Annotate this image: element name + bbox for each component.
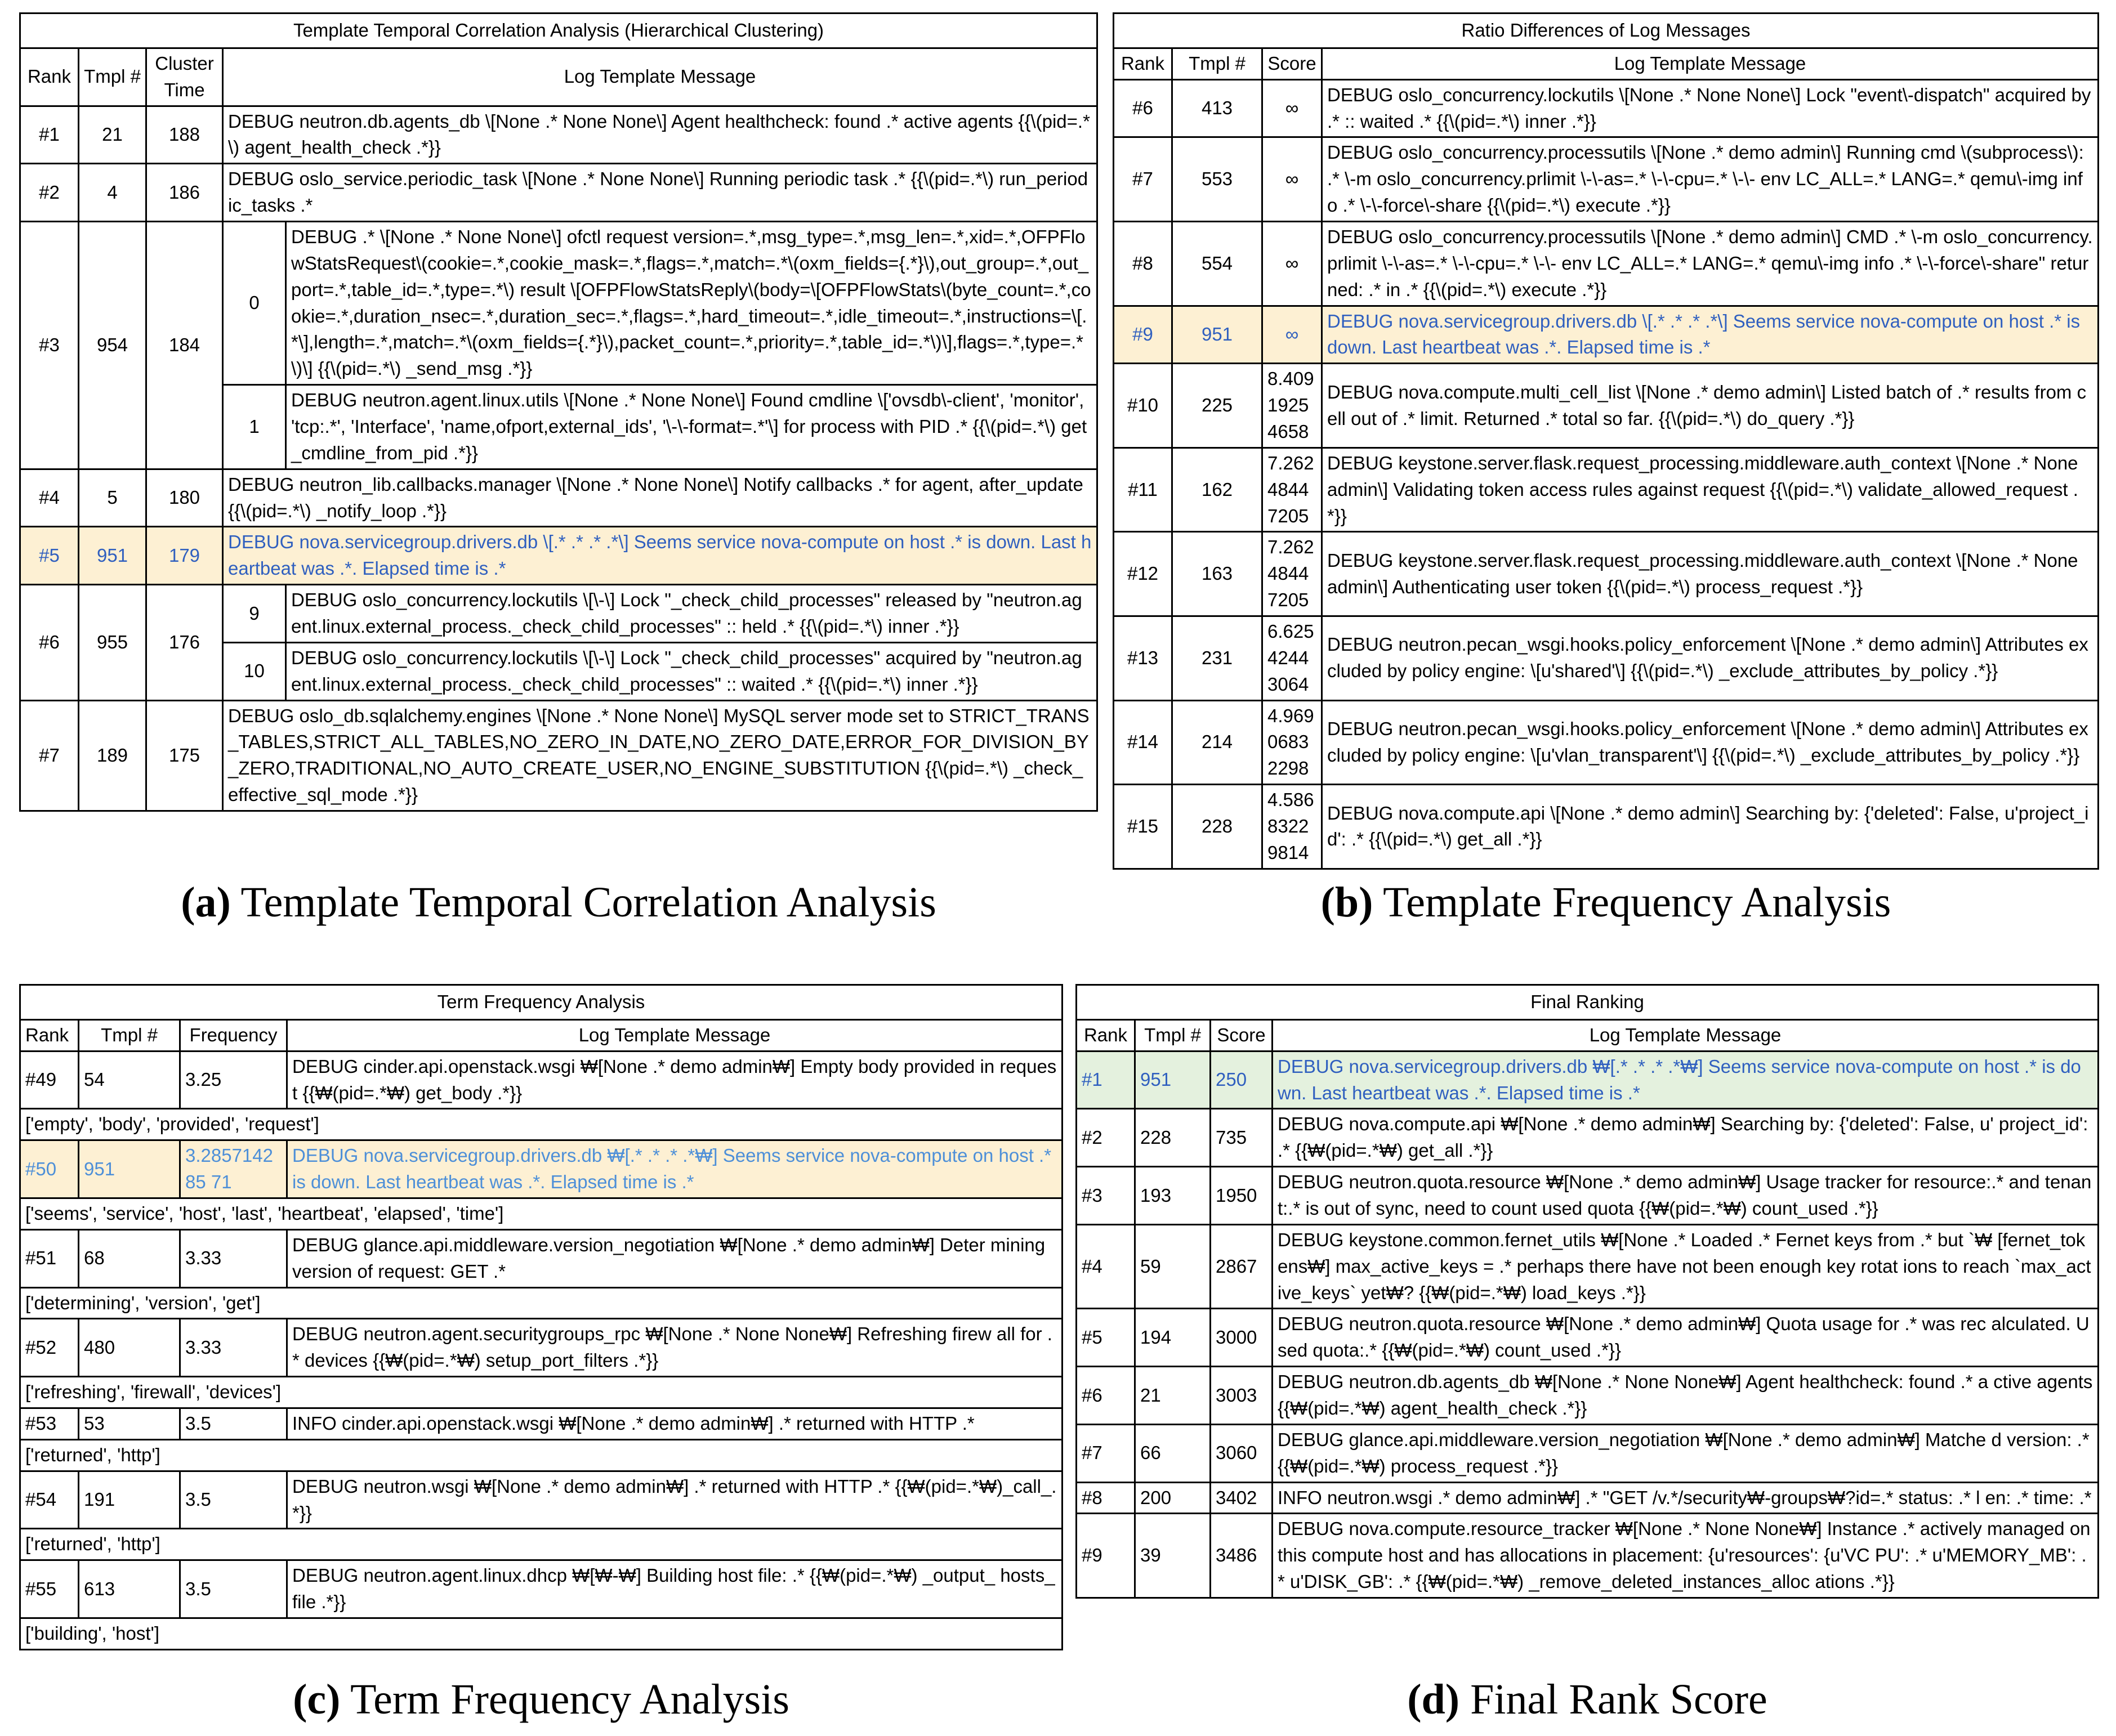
table-row bbox=[20, 1051, 1063, 1109]
rank-cell: #51 bbox=[20, 1229, 79, 1287]
frequency-cell: 3.5 bbox=[180, 1471, 287, 1529]
tmpl-cell: 954 bbox=[79, 222, 146, 469]
message-cell: DEBUG nova.servicegroup.drivers.db ₩[.* .* .* .*₩] Seems service nova-compute on host .* is down. Last heartbeat was .*. Elapsed time is .* bbox=[287, 1140, 1063, 1198]
table-row bbox=[1077, 1167, 2099, 1225]
tmpl-cell: 225 bbox=[1172, 364, 1262, 448]
message-cell: DEBUG oslo_concurrency.lockutils \[\-\] Lock "_check_child_processes" acquired by "neutron.agent.linux.external_process._check_child_processes" :: waited .* {{\(pid=.*\) inner .*}} bbox=[286, 642, 1097, 700]
message-cell: DEBUG neutron.agent.securitygroups_rpc ₩[None .* None None₩] Refreshing firew all for .* devices {{₩(pid=.*₩) setup_port_filters .*}} bbox=[287, 1319, 1063, 1377]
infinity-icon: ∞ bbox=[1262, 306, 1322, 364]
message-cell: DEBUG keystone.server.flask.request_processing.middleware.auth_context \[None .* None admin\] Validating token access rules against request {{\(pid=.*\) validate_allowed_request .*}} bbox=[1322, 448, 2099, 532]
caption-text: Template Frequency Analysis bbox=[1373, 879, 1891, 926]
table-row bbox=[1077, 1482, 2099, 1514]
time-cell: 186 bbox=[146, 164, 223, 222]
rank-cell: #5 bbox=[1077, 1309, 1135, 1367]
table-row bbox=[1114, 532, 2099, 616]
message-cell: DEBUG nova.compute.multi_cell_list \[None .* demo admin\] Listed batch of .* results from cell out of .* limit. Returned .* total so far. {{\(pid=.*\) do_query .*}} bbox=[1322, 364, 2099, 448]
col-frequency: Frequency bbox=[180, 1019, 287, 1051]
rank-cell: #4 bbox=[1077, 1224, 1135, 1309]
score-cell: 3486 bbox=[1211, 1514, 1273, 1598]
message-cell: DEBUG .* \[None .* None None\] ofctl request version=.*,msg_type=.*,msg_len=.*,xid=.*,OFPFlowStatsRequest\(cookie=.*,cookie_mask=.*,flags=.*,match=.*\(oxm_fields={.*}\),out_group=.*,out_port=.*,table_id=.*,type=.*\) result \[OFPFlowStatsReply\(body=\[OFPFlowStats\(byte_count=.*,cookie=.*,duration_nsec=.*,duration_sec=.*,flags=.*,hard_timeout=.*,idle_timeout=.*,instructions=\[.*\],length=.*,match=.*\(oxm_fields={.*}\),packet_count=.*,priority=.*,table_id=.*\)\],flags=.*,type=.*\)\] {{\(pid=.*\) _send_msg .*}} bbox=[286, 222, 1097, 385]
table-row bbox=[1114, 700, 2099, 785]
caption-text: Final Rank Score bbox=[1459, 1676, 1767, 1723]
table-row bbox=[1077, 1367, 2099, 1425]
rank-cell: #54 bbox=[20, 1471, 79, 1529]
tmpl-cell: 413 bbox=[1172, 79, 1262, 137]
col-cluster-time: Cluster Time bbox=[146, 48, 223, 106]
frequency-cell: 3.33 bbox=[180, 1229, 287, 1287]
tmpl-cell: 21 bbox=[79, 106, 146, 164]
keywords-row: ['building', 'host'] bbox=[20, 1618, 1063, 1650]
message-cell: DEBUG nova.servicegroup.drivers.db ₩[.* .* .* .*₩] Seems service nova-compute on host .* is down. Last heartbeat was .*. Elapsed time is .* bbox=[1273, 1051, 2099, 1109]
table-row bbox=[1114, 616, 2099, 701]
col-score: Score bbox=[1211, 1019, 1273, 1051]
tmpl-cell: 54 bbox=[79, 1051, 180, 1109]
rank-cell: #7 bbox=[1114, 137, 1172, 222]
message-cell: DEBUG glance.api.middleware.version_negotiation ₩[None .* demo admin₩] Deter mining version of request: GET .* bbox=[287, 1229, 1063, 1287]
message-cell: DEBUG neutron.db.agents_db \[None .* None None\] Agent healthcheck: found .* active agents {{\(pid=.*\) agent_health_check .*}} bbox=[223, 106, 1097, 164]
caption-text: Term Frequency Analysis bbox=[340, 1676, 789, 1723]
infinity-icon: ∞ bbox=[1262, 79, 1322, 137]
message-cell: DEBUG oslo_service.periodic_task \[None .* None None\] Running periodic task .* {{\(pid=.*\) run_periodic_tasks .* bbox=[223, 164, 1097, 222]
score-cell: 8.40919254658 bbox=[1262, 364, 1322, 448]
score-cell: 3060 bbox=[1211, 1424, 1273, 1482]
term-frequency-table bbox=[19, 984, 1063, 1650]
table-row-highlighted bbox=[20, 1140, 1063, 1198]
rank-cell: #50 bbox=[20, 1140, 79, 1198]
rank-cell: #14 bbox=[1114, 700, 1172, 785]
table-row bbox=[20, 222, 1097, 385]
message-cell: DEBUG nova.compute.resource_tracker ₩[None .* None None₩] Instance .* actively managed on this compute host and has allocations in placement: {u'resources': {u'VC PU': .* u'MEMORY_MB': .* u'DISK_GB': .* {{₩(pid=.*₩) _remove_deleted_instances_alloc ations .*}} bbox=[1273, 1514, 2099, 1598]
panel-b bbox=[1113, 12, 2099, 870]
col-message: Log Template Message bbox=[1322, 48, 2099, 79]
rank-cell: #7 bbox=[1077, 1424, 1135, 1482]
caption-b bbox=[1113, 878, 2099, 927]
col-message: Log Template Message bbox=[287, 1019, 1063, 1051]
score-cell: 6.62542443064 bbox=[1262, 616, 1322, 701]
time-cell: 180 bbox=[146, 469, 223, 527]
frequency-cell: 3.25 bbox=[180, 1051, 287, 1109]
rank-cell: #2 bbox=[1077, 1109, 1135, 1167]
keywords-row: ['seems', 'service', 'host', 'last', 'heartbeat', 'elapsed', 'time'] bbox=[20, 1198, 1063, 1230]
rank-cell: #12 bbox=[1114, 532, 1172, 616]
caption-label: (a) bbox=[181, 879, 231, 926]
sub-id-cell: 0 bbox=[223, 222, 286, 385]
tmpl-cell: 228 bbox=[1135, 1109, 1211, 1167]
message-cell: INFO neutron.wsgi .* demo admin₩] .* "GET /v.*/security₩-groups₩?id=.* status: .* l en: .* time: .* bbox=[1273, 1482, 2099, 1514]
score-cell: 7.26248447205 bbox=[1262, 448, 1322, 532]
tmpl-cell: 163 bbox=[1172, 532, 1262, 616]
tmpl-cell: 66 bbox=[1135, 1424, 1211, 1482]
tmpl-cell: 553 bbox=[1172, 137, 1262, 222]
message-cell: DEBUG glance.api.middleware.version_negotiation ₩[None .* demo admin₩] Matche d version: .* {{₩(pid=.*₩) process_request .*}} bbox=[1273, 1424, 2099, 1482]
table-row bbox=[1077, 1424, 2099, 1482]
table-title: Term Frequency Analysis bbox=[20, 985, 1063, 1020]
col-score: Score bbox=[1262, 48, 1322, 79]
message-cell: DEBUG neutron.wsgi ₩[None .* demo admin₩] .* returned with HTTP .* {{₩(pid=.*₩)_call_.*}} bbox=[287, 1471, 1063, 1529]
score-cell: 1950 bbox=[1211, 1167, 1273, 1225]
rank-cell: #5 bbox=[20, 527, 79, 585]
table-row bbox=[20, 1319, 1063, 1377]
keywords-row: ['refreshing', 'firewall', 'devices'] bbox=[20, 1377, 1063, 1408]
tmpl-cell: 951 bbox=[79, 527, 146, 585]
score-cell: 3003 bbox=[1211, 1367, 1273, 1425]
tmpl-cell: 39 bbox=[1135, 1514, 1211, 1598]
table-row-highlighted bbox=[1077, 1051, 2099, 1109]
message-cell: DEBUG nova.compute.api ₩[None .* demo admin₩] Searching by: {'deleted': False, u' project_id': .* {{₩(pid=.*₩) get_all .*}} bbox=[1273, 1109, 2099, 1167]
rank-cell: #6 bbox=[20, 585, 79, 700]
tmpl-cell: 955 bbox=[79, 585, 146, 700]
table-row bbox=[20, 1471, 1063, 1529]
frequency-table bbox=[1113, 12, 2099, 870]
tmpl-cell: 214 bbox=[1172, 700, 1262, 785]
col-rank: Rank bbox=[1077, 1019, 1135, 1051]
col-rank: Rank bbox=[1114, 48, 1172, 79]
message-cell: DEBUG cinder.api.openstack.wsgi ₩[None .* demo admin₩] Empty body provided in request {{₩(pid=.*₩) get_body .*}} bbox=[287, 1051, 1063, 1109]
frequency-cell: 3.5 bbox=[180, 1560, 287, 1618]
table-row-highlighted bbox=[20, 527, 1097, 585]
keywords-row: ['empty', 'body', 'provided', 'request'] bbox=[20, 1109, 1063, 1140]
keywords-row: ['returned', 'http'] bbox=[20, 1529, 1063, 1560]
col-message: Log Template Message bbox=[1273, 1019, 2099, 1051]
col-message: Log Template Message bbox=[223, 48, 1097, 106]
keywords-row: ['returned', 'http'] bbox=[20, 1439, 1063, 1471]
caption-text: Template Temporal Correlation Analysis bbox=[230, 879, 936, 926]
caption-a bbox=[19, 878, 1098, 927]
infinity-icon: ∞ bbox=[1262, 222, 1322, 306]
tmpl-cell: 59 bbox=[1135, 1224, 1211, 1309]
score-cell: 4.96906832298 bbox=[1262, 700, 1322, 785]
table-title: Ratio Differences of Log Messages bbox=[1114, 14, 2099, 48]
tmpl-cell: 53 bbox=[79, 1408, 180, 1440]
rank-cell: #3 bbox=[20, 222, 79, 469]
rank-cell: #11 bbox=[1114, 448, 1172, 532]
rank-cell: #8 bbox=[1114, 222, 1172, 306]
rank-cell: #6 bbox=[1114, 79, 1172, 137]
table-row bbox=[1114, 364, 2099, 448]
score-cell: 3000 bbox=[1211, 1309, 1273, 1367]
rank-cell: #2 bbox=[20, 164, 79, 222]
frequency-cell: 3.33 bbox=[180, 1319, 287, 1377]
tmpl-cell: 554 bbox=[1172, 222, 1262, 306]
tmpl-cell: 228 bbox=[1172, 785, 1262, 869]
rank-cell: #4 bbox=[20, 469, 79, 527]
sub-id-cell: 10 bbox=[223, 642, 286, 700]
table-row bbox=[1114, 448, 2099, 532]
rank-cell: #6 bbox=[1077, 1367, 1135, 1425]
table-title: Template Temporal Correlation Analysis (Hierarchical Clustering) bbox=[20, 14, 1097, 48]
score-cell: 3402 bbox=[1211, 1482, 1273, 1514]
tmpl-cell: 191 bbox=[79, 1471, 180, 1529]
table-row bbox=[20, 585, 1097, 643]
frequency-cell: 3.285714285 71 bbox=[180, 1140, 287, 1198]
rank-cell: #1 bbox=[1077, 1051, 1135, 1109]
message-cell: DEBUG oslo_db.sqlalchemy.engines \[None .* None None\] MySQL server mode set to STRICT_TRANS_TABLES,STRICT_ALL_TABLES,NO_ZERO_IN_DATE,NO_ZERO_DATE,ERROR_FOR_DIVISION_BY_ZERO,TRADITIONAL,NO_AUTO_CREATE_USER,NO_ENGINE_SUBSTITUTION {{\(pid=.*\) _check_effective_sql_mode .*}} bbox=[223, 700, 1097, 811]
caption-c bbox=[19, 1675, 1063, 1724]
rank-cell: #7 bbox=[20, 700, 79, 811]
message-cell: DEBUG neutron.agent.linux.utils \[None .* None None\] Found cmdline \['ovsdb\-client', 'monitor', 'tcp:.*', 'Interface', 'name,ofport,external_ids', '\-\-format=.*'\] for process with PID .* {{\(pid=.*\) get_cmdline_from_pid .*}} bbox=[286, 385, 1097, 469]
table-row bbox=[20, 106, 1097, 164]
col-rank: Rank bbox=[20, 48, 79, 106]
table-row bbox=[1114, 79, 2099, 137]
time-cell: 176 bbox=[146, 585, 223, 700]
rank-cell: #55 bbox=[20, 1560, 79, 1618]
table-row-highlighted bbox=[1114, 306, 2099, 364]
table-row bbox=[1114, 137, 2099, 222]
panel-a bbox=[19, 12, 1098, 812]
tmpl-cell: 480 bbox=[79, 1319, 180, 1377]
panel-c bbox=[19, 984, 1063, 1650]
tmpl-cell: 68 bbox=[79, 1229, 180, 1287]
tmpl-cell: 193 bbox=[1135, 1167, 1211, 1225]
table-row bbox=[1077, 1224, 2099, 1309]
score-cell: 250 bbox=[1211, 1051, 1273, 1109]
message-cell: DEBUG neutron.pecan_wsgi.hooks.policy_enforcement \[None .* demo admin\] Attributes excluded by policy engine: \[u'shared'\] {{\(pid=.*\) _exclude_attributes_by_policy .*}} bbox=[1322, 616, 2099, 701]
table-row bbox=[1077, 1109, 2099, 1167]
tmpl-cell: 951 bbox=[79, 1140, 180, 1198]
message-cell: DEBUG neutron.agent.linux.dhcp ₩[₩-₩] Building host file: .* {{₩(pid=.*₩) _output_ hosts_file .*}} bbox=[287, 1560, 1063, 1618]
caption-label: (c) bbox=[293, 1676, 341, 1723]
score-cell: 735 bbox=[1211, 1109, 1273, 1167]
score-cell: 7.26248447205 bbox=[1262, 532, 1322, 616]
tmpl-cell: 189 bbox=[79, 700, 146, 811]
message-cell: DEBUG keystone.server.flask.request_processing.middleware.auth_context \[None .* None admin\] Authenticating user token {{\(pid=.*\) process_request .*}} bbox=[1322, 532, 2099, 616]
message-cell: DEBUG oslo_concurrency.processutils \[None .* demo admin\] Running cmd \(subprocess\): .* \-m oslo_concurrency.prlimit \-\-as=.* \-\-cpu=.* \-\- env LC_ALL=.* LANG=.* qemu\-img info .* \-\-force\-share {{\(pid=.*\) execute .*}} bbox=[1322, 137, 2099, 222]
tmpl-cell: 194 bbox=[1135, 1309, 1211, 1367]
time-cell: 175 bbox=[146, 700, 223, 811]
rank-cell: #3 bbox=[1077, 1167, 1135, 1225]
temporal-correlation-table bbox=[19, 12, 1098, 812]
col-rank: Rank bbox=[20, 1019, 79, 1051]
score-cell: 2867 bbox=[1211, 1224, 1273, 1309]
table-row bbox=[1077, 1514, 2099, 1598]
tmpl-cell: 951 bbox=[1172, 306, 1262, 364]
sub-id-cell: 9 bbox=[223, 585, 286, 643]
tmpl-cell: 951 bbox=[1135, 1051, 1211, 1109]
table-row bbox=[1077, 1309, 2099, 1367]
rank-cell: #9 bbox=[1114, 306, 1172, 364]
col-tmpl: Tmpl # bbox=[1135, 1019, 1211, 1051]
table-row bbox=[20, 1408, 1063, 1440]
rank-cell: #8 bbox=[1077, 1482, 1135, 1514]
col-tmpl: Tmpl # bbox=[79, 1019, 180, 1051]
message-cell: DEBUG neutron.quota.resource ₩[None .* demo admin₩] Quota usage for .* was rec alculated. Used quota:.* {{₩(pid=.*₩) count_used .*}} bbox=[1273, 1309, 2099, 1367]
tmpl-cell: 21 bbox=[1135, 1367, 1211, 1425]
rank-cell: #13 bbox=[1114, 616, 1172, 701]
message-cell: DEBUG nova.servicegroup.drivers.db \[.* .* .* .*\] Seems service nova-compute on host .* is down. Last heartbeat was .*. Elapsed time is .* bbox=[1322, 306, 2099, 364]
tmpl-cell: 613 bbox=[79, 1560, 180, 1618]
time-cell: 179 bbox=[146, 527, 223, 585]
table-row bbox=[20, 700, 1097, 811]
table-row bbox=[1114, 785, 2099, 869]
rank-cell: #15 bbox=[1114, 785, 1172, 869]
message-cell: DEBUG oslo_concurrency.lockutils \[\-\] Lock "_check_child_processes" released by "neutron.agent.linux.external_process._check_child_processes" :: held .* {{\(pid=.*\) inner .*}} bbox=[286, 585, 1097, 643]
rank-cell: #1 bbox=[20, 106, 79, 164]
message-cell: DEBUG keystone.common.fernet_utils ₩[None .* Loaded .* Fernet keys from .* but `₩ [fernet_tokens₩] max_active_keys = .* perhaps there have not been enough key rotat ions to reach `max_active_keys` yet₩? {{₩(pid=.*₩) load_keys .*}} bbox=[1273, 1224, 2099, 1309]
table-row bbox=[20, 164, 1097, 222]
rank-cell: #49 bbox=[20, 1051, 79, 1109]
rank-cell: #52 bbox=[20, 1319, 79, 1377]
message-cell: DEBUG nova.compute.api \[None .* demo admin\] Searching by: {'deleted': False, u'project_id': .* {{\(pid=.*\) get_all .*}} bbox=[1322, 785, 2099, 869]
rank-cell: #10 bbox=[1114, 364, 1172, 448]
time-cell: 184 bbox=[146, 222, 223, 469]
col-tmpl: Tmpl # bbox=[1172, 48, 1262, 79]
message-cell: DEBUG neutron.db.agents_db ₩[None .* None None₩] Agent healthcheck: found .* a ctive agents {{₩(pid=.*₩) agent_health_check .*}} bbox=[1273, 1367, 2099, 1425]
tmpl-cell: 162 bbox=[1172, 448, 1262, 532]
tmpl-cell: 231 bbox=[1172, 616, 1262, 701]
keywords-row: ['determining', 'version', 'get'] bbox=[20, 1287, 1063, 1319]
message-cell: DEBUG nova.servicegroup.drivers.db \[.* .* .* .*\] Seems service nova-compute on host .* is down. Last heartbeat was .*. Elapsed time is .* bbox=[223, 527, 1097, 585]
caption-label: (d) bbox=[1407, 1676, 1460, 1723]
message-cell: DEBUG neutron.quota.resource ₩[None .* demo admin₩] Usage tracker for resource:.* and tenant:.* is out of sync, need to count used quota {{₩(pid=.*₩) count_used .*}} bbox=[1273, 1167, 2099, 1225]
panel-d bbox=[1075, 984, 2099, 1599]
tmpl-cell: 5 bbox=[79, 469, 146, 527]
table-row bbox=[20, 1229, 1063, 1287]
caption-d bbox=[1075, 1675, 2099, 1724]
message-cell: DEBUG neutron_lib.callbacks.manager \[None .* None None\] Notify callbacks .* for agent, after_update {{\(pid=.*\) _notify_loop .*}} bbox=[223, 469, 1097, 527]
frequency-cell: 3.5 bbox=[180, 1408, 287, 1440]
score-cell: 4.58683229814 bbox=[1262, 785, 1322, 869]
tmpl-cell: 200 bbox=[1135, 1482, 1211, 1514]
table-row bbox=[20, 469, 1097, 527]
infinity-icon: ∞ bbox=[1262, 137, 1322, 222]
caption-label: (b) bbox=[1320, 879, 1373, 926]
time-cell: 188 bbox=[146, 106, 223, 164]
message-cell: DEBUG oslo_concurrency.processutils \[None .* demo admin\] CMD .* \-m oslo_concurrency.prlimit \-\-as=.* \-\-cpu=.* \-\- env LC_ALL=.* LANG=.* qemu\-img info .* \-\-force\-share" returned: .* in .* {{\(pid=.*\) execute .*}} bbox=[1322, 222, 2099, 306]
message-cell: DEBUG oslo_concurrency.lockutils \[None .* None None\] Lock "event\-dispatch" acquired by .* :: waited .* {{\(pid=.*\) inner .*}} bbox=[1322, 79, 2099, 137]
col-tmpl: Tmpl # bbox=[79, 48, 146, 106]
table-title: Final Ranking bbox=[1077, 985, 2099, 1020]
sub-id-cell: 1 bbox=[223, 385, 286, 469]
table-row bbox=[20, 1560, 1063, 1618]
table-row bbox=[1114, 222, 2099, 306]
message-cell: DEBUG neutron.pecan_wsgi.hooks.policy_enforcement \[None .* demo admin\] Attributes excluded by policy engine: \[u'vlan_transparent'\] {{\(pid=.*\) _exclude_attributes_by_policy .*}} bbox=[1322, 700, 2099, 785]
message-cell: INFO cinder.api.openstack.wsgi ₩[None .* demo admin₩] .* returned with HTTP .* bbox=[287, 1408, 1063, 1440]
rank-cell: #53 bbox=[20, 1408, 79, 1440]
rank-cell: #9 bbox=[1077, 1514, 1135, 1598]
tmpl-cell: 4 bbox=[79, 164, 146, 222]
final-ranking-table bbox=[1075, 984, 2099, 1599]
